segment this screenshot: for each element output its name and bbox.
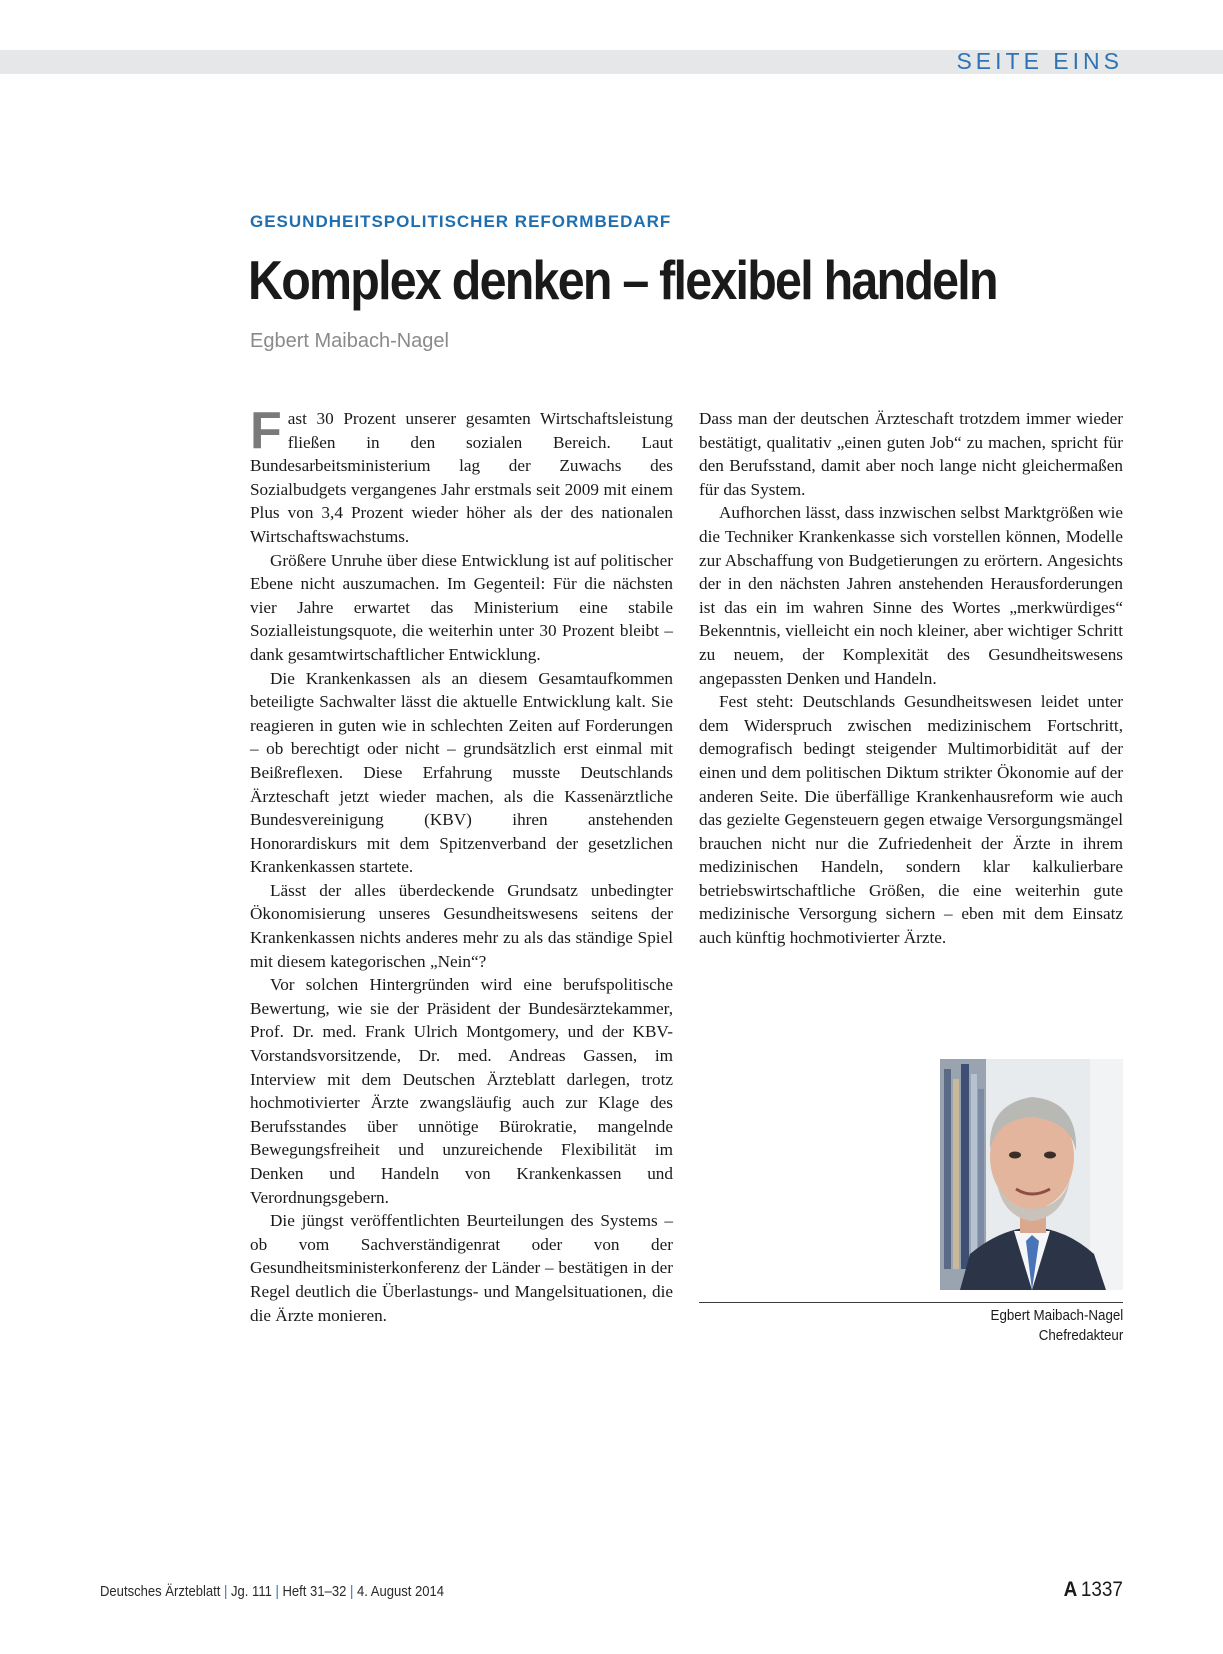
paragraph-7: Dass man der deutschen Ärzteschaft trotzdem immer wieder bestätigt, qualitativ „einen guten Job“ zu machen, spricht für den Berufsstand, damit aber noch lange nicht gleichermaßen für das System. — [699, 409, 1123, 499]
paragraph-1-text: ast 30 Prozent unserer gesamten Wirtschaftsleistung fließen in den sozialen Bereich. Laut Bundesarbeitsministerium lag der Zuwachs des Sozialbudgets vergangenes Jahr erstmals seit 2009 mit einem Plus von 3,4 Prozent wieder höher als der des nationalen Wirtschaftswachstums. — [250, 409, 673, 546]
section-label: SEITE EINS — [956, 48, 1123, 74]
article-kicker: GESUNDHEITSPOLITISCHER REFORMBEDARF — [250, 212, 672, 231]
footer-separator: | — [224, 1584, 228, 1600]
caption-name: Egbert Maibach-Nagel — [990, 1308, 1123, 1324]
page-number-value: 1337 — [1080, 1578, 1123, 1601]
author-photo — [940, 1059, 1123, 1290]
paragraph-5: Vor solchen Hintergründen wird eine berufspolitische Bewertung, wie sie der Präsident der Bundesärztekammer, Prof. Dr. med. Frank Ulrich Montgomery, und der KBV-Vorstandsvorsitzende, Dr. med. Andreas Gassen, im Interview mit dem Deutschen Ärzteblatt darlegen, trotz hochmotivierter Ärzte zwangsläufig auch zur Klage des Berufsstandes über unnötige Bürokratie, mangelnde Bewegungsfreiheit und unzureichende Flexibilität im Denken und Handeln von Krankenkassen und Verordnungsgebern. — [250, 975, 673, 1207]
photo-caption — [979, 1306, 1123, 1346]
paragraph-1 — [250, 402, 673, 549]
paragraph-4: Lässt der alles überdeckende Grundsatz unbedingter Ökonomisierung unseres Gesundheitswesens seitens der Krankenkassen nichts anderes mehr zu als das ständige Spiel mit diesem kategorischen „Nein“? — [250, 880, 673, 971]
column-right — [699, 407, 1123, 950]
paragraph-8: Aufhorchen lässt, dass inzwischen selbst Marktgrößen wie die Techniker Krankenkasse sich vorstellen können, Modelle zur Abschaffung von Budgetierungen zu erörtern. Angesichts der in den nächsten Jahren anstehenden Herausforderungen ist das ein im wahren Sinne des Wortes „merkwürdiges“ Bekenntnis, vielleicht ein noch kleiner, aber wichtiger Schritt zu neuem, der Komplexität des Gesundheitswesens angepassten Denken und Handeln. — [699, 503, 1123, 688]
column-left — [250, 402, 673, 1327]
article-title: Komplex denken – flexibel handeln — [248, 249, 997, 311]
paragraph-6: Die jüngst veröffentlichten Beurteilungen des Systems – ob vom Sachverständigenrat oder von der Gesundheitsministerkonferenz der Länder – bestätigen in der Regel deutlich die Überlastungs- und Mangelsituationen, die die Ärzte monieren. — [250, 1211, 673, 1325]
paragraph-9: Fest steht: Deutschlands Gesundheitswesen leidet unter dem Widerspruch zwischen medizinischem Fortschritt, demografisch bedingt steigender Multimorbidität auf der einen und dem politischen Diktum strikter Ökonomie auf der anderen Seite. Die überfällige Krankenhausreform wie auch das gezielte Gegensteuern gegen etwaige Versorgungsmängel brauchen nicht nur die Zufriedenheit der Ärzte in ihrem medizinischen Handeln, sondern klar kalkulierbare betriebswirtschaftliche Größen, die eine weiterhin gute medizinische Versorgung sichern – eben mit dem Einsatz auch künftig hochmotivierter Ärzte. — [699, 692, 1123, 948]
footer-separator: | — [275, 1584, 279, 1600]
drop-cap: F — [250, 402, 282, 460]
footer-issue: Heft 31–32 — [282, 1584, 347, 1600]
footer-separator: | — [349, 1584, 354, 1600]
page-number — [1064, 1578, 1123, 1602]
article-author: Egbert Maibach-Nagel — [250, 330, 449, 352]
paragraph-2: Größere Unruhe über diese Entwicklung ist auf politischer Ebene nicht auszumachen. Im Gegenteil: Für die nächsten vier Jahre erwartet das Ministerium eine stabile Sozialleistungsquote, die weiterhin unter 30 Prozent bleibt – dank gesamtwirtschaftlicher Entwicklung. — [250, 550, 673, 664]
page-prefix: A — [1063, 1578, 1078, 1601]
author-portrait-image — [940, 1059, 1123, 1290]
caption-role: Chefredakteur — [1038, 1328, 1123, 1344]
caption-rule — [699, 1302, 1123, 1303]
footer-volume: Jg. 111 — [231, 1584, 272, 1600]
footer-date: 4. August 2014 — [356, 1584, 445, 1600]
page-footer — [100, 1584, 444, 1600]
footer-journal: Deutsches Ärzteblatt — [100, 1584, 221, 1600]
paragraph-3: Die Krankenkassen als an diesem Gesamtaufkommen beteiligte Sachwalter lässt die aktuelle Entwicklung kalt. Sie reagieren in guten wie in schlechten Zeiten auf Forderungen – ob berechtigt oder nicht – grundsätzlich erst einmal mit Beißreflexen. Diese Erfahrung musste Deutschlands Ärzteschaft jetzt wieder machen, als die Kassenärztliche Bundesvereinigung (KBV) ihren anstehenden Honorardiskurs mit dem Spitzenverband der gesetzlichen Krankenkassen startete. — [250, 668, 673, 877]
